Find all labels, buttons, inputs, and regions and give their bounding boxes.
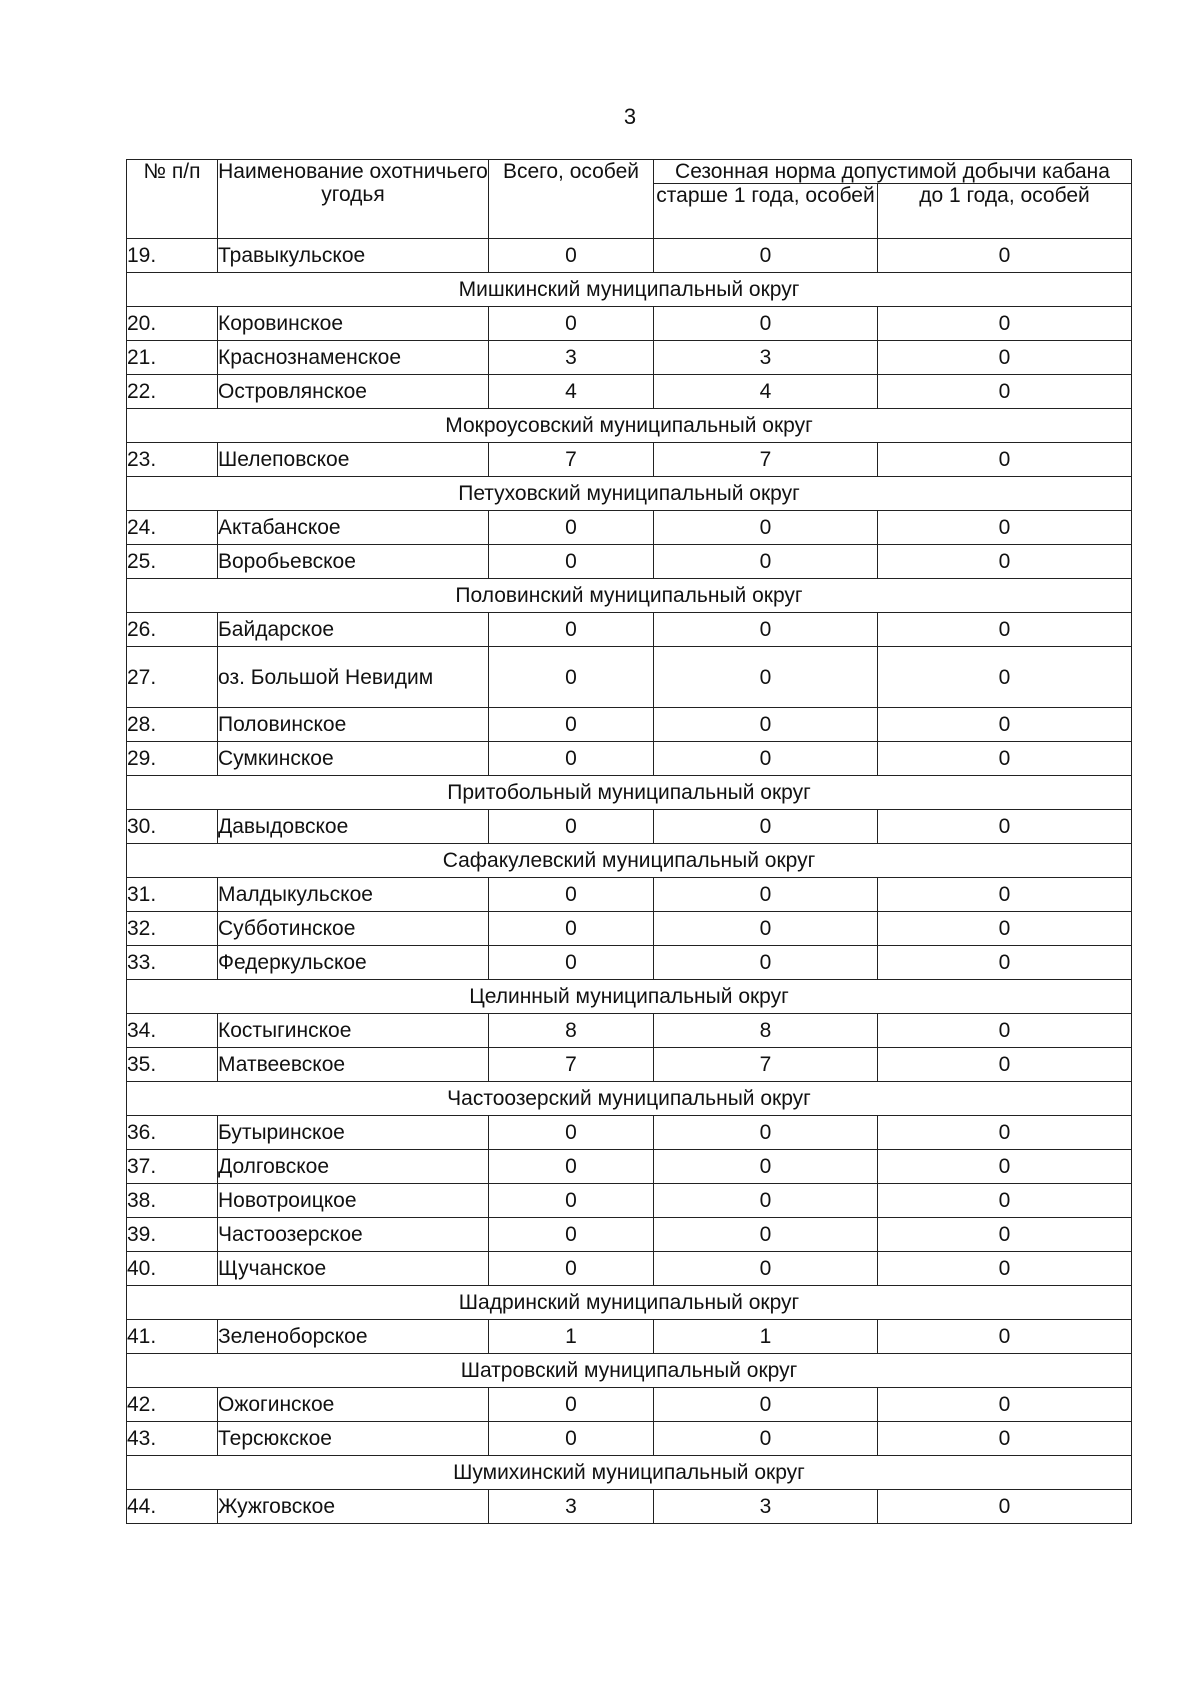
district-label: Притобольный муниципальный округ — [127, 776, 1132, 810]
total-count: 0 — [489, 511, 654, 545]
under-one-year-count: 0 — [878, 1048, 1132, 1082]
total-count: 0 — [489, 239, 654, 273]
hunting-ground-name: Актабанское — [218, 511, 489, 545]
hunting-ground-name: Шелеповское — [218, 443, 489, 477]
district-label: Шатровский муниципальный округ — [127, 1354, 1132, 1388]
hunting-ground-name: Новотроицкое — [218, 1184, 489, 1218]
older-than-one-year-count: 0 — [654, 912, 878, 946]
total-count: 1 — [489, 1320, 654, 1354]
under-one-year-count: 0 — [878, 742, 1132, 776]
row-number: 38. — [127, 1184, 218, 1218]
district-label: Шадринский муниципальный округ — [127, 1286, 1132, 1320]
table-row — [127, 1184, 1132, 1218]
under-one-year-count: 0 — [878, 878, 1132, 912]
hunting-ground-name: Сумкинское — [218, 742, 489, 776]
older-than-one-year-count: 0 — [654, 545, 878, 579]
table-row — [127, 443, 1132, 477]
district-row — [127, 477, 1132, 511]
table-row — [127, 239, 1132, 273]
total-count: 8 — [489, 1014, 654, 1048]
hunting-ground-name: Травыкульское — [218, 239, 489, 273]
table-body — [127, 239, 1132, 1524]
under-one-year-count: 0 — [878, 1388, 1132, 1422]
district-row — [127, 409, 1132, 443]
older-than-one-year-count: 0 — [654, 307, 878, 341]
under-one-year-count: 0 — [878, 946, 1132, 980]
older-than-one-year-count: 0 — [654, 1388, 878, 1422]
district-row — [127, 579, 1132, 613]
under-one-year-count: 0 — [878, 545, 1132, 579]
older-than-one-year-count: 0 — [654, 613, 878, 647]
hunting-ground-name: Воробьевское — [218, 545, 489, 579]
older-than-one-year-count: 0 — [654, 878, 878, 912]
older-than-one-year-count: 0 — [654, 511, 878, 545]
under-one-year-count: 0 — [878, 647, 1132, 708]
row-number: 27. — [127, 647, 218, 708]
district-label: Мишкинский муниципальный округ — [127, 273, 1132, 307]
row-number: 36. — [127, 1116, 218, 1150]
table-row — [127, 912, 1132, 946]
hunting-ground-name: оз. Большой Невидим — [218, 647, 489, 708]
hunting-ground-name: Байдарское — [218, 613, 489, 647]
district-row — [127, 844, 1132, 878]
hunting-ground-name: Частоозерское — [218, 1218, 489, 1252]
row-number: 23. — [127, 443, 218, 477]
older-than-one-year-count: 3 — [654, 341, 878, 375]
row-number: 39. — [127, 1218, 218, 1252]
hunting-quota-table — [126, 159, 1132, 1524]
older-than-one-year-count: 1 — [654, 1320, 878, 1354]
district-row — [127, 1354, 1132, 1388]
header-num: № п/п — [127, 160, 218, 239]
district-label: Частоозерский муниципальный округ — [127, 1082, 1132, 1116]
under-one-year-count: 0 — [878, 1252, 1132, 1286]
total-count: 0 — [489, 1150, 654, 1184]
hunting-ground-name: Костыгинское — [218, 1014, 489, 1048]
row-number: 33. — [127, 946, 218, 980]
header-older: старше 1 года, особей — [654, 184, 878, 239]
district-row — [127, 776, 1132, 810]
table-row — [127, 810, 1132, 844]
district-label: Целинный муниципальный округ — [127, 980, 1132, 1014]
hunting-ground-name: Половинское — [218, 708, 489, 742]
hunting-ground-name: Зеленоборское — [218, 1320, 489, 1354]
older-than-one-year-count: 0 — [654, 1422, 878, 1456]
older-than-one-year-count: 0 — [654, 1150, 878, 1184]
header-total: Всего, особей — [489, 160, 654, 239]
table-row — [127, 307, 1132, 341]
table-row — [127, 1150, 1132, 1184]
row-number: 35. — [127, 1048, 218, 1082]
under-one-year-count: 0 — [878, 1218, 1132, 1252]
district-row — [127, 1456, 1132, 1490]
table-row — [127, 511, 1132, 545]
total-count: 7 — [489, 1048, 654, 1082]
total-count: 0 — [489, 742, 654, 776]
total-count: 0 — [489, 878, 654, 912]
under-one-year-count: 0 — [878, 1150, 1132, 1184]
district-row — [127, 273, 1132, 307]
hunting-ground-name: Малдыкульское — [218, 878, 489, 912]
older-than-one-year-count: 0 — [654, 1252, 878, 1286]
total-count: 0 — [489, 1388, 654, 1422]
under-one-year-count: 0 — [878, 708, 1132, 742]
older-than-one-year-count: 3 — [654, 1490, 878, 1524]
under-one-year-count: 0 — [878, 1422, 1132, 1456]
under-one-year-count: 0 — [878, 375, 1132, 409]
header-younger: до 1 года, особей — [878, 184, 1132, 239]
hunting-ground-name: Давыдовское — [218, 810, 489, 844]
table-row — [127, 1014, 1132, 1048]
hunting-ground-name: Субботинское — [218, 912, 489, 946]
total-count: 0 — [489, 1218, 654, 1252]
row-number: 19. — [127, 239, 218, 273]
hunting-ground-name: Краснознаменское — [218, 341, 489, 375]
under-one-year-count: 0 — [878, 810, 1132, 844]
under-one-year-count: 0 — [878, 1320, 1132, 1354]
district-label: Шумихинский муниципальный округ — [127, 1456, 1132, 1490]
row-number: 42. — [127, 1388, 218, 1422]
table-row — [127, 1320, 1132, 1354]
under-one-year-count: 0 — [878, 511, 1132, 545]
table-row — [127, 1490, 1132, 1524]
district-label: Половинский муниципальный округ — [127, 579, 1132, 613]
older-than-one-year-count: 8 — [654, 1014, 878, 1048]
older-than-one-year-count: 0 — [654, 1184, 878, 1218]
row-number: 22. — [127, 375, 218, 409]
hunting-ground-name: Ожогинское — [218, 1388, 489, 1422]
under-one-year-count: 0 — [878, 239, 1132, 273]
row-number: 43. — [127, 1422, 218, 1456]
total-count: 0 — [489, 307, 654, 341]
row-number: 28. — [127, 708, 218, 742]
hunting-ground-name: Долговское — [218, 1150, 489, 1184]
older-than-one-year-count: 0 — [654, 742, 878, 776]
row-number: 44. — [127, 1490, 218, 1524]
under-one-year-count: 0 — [878, 1184, 1132, 1218]
table-row — [127, 946, 1132, 980]
total-count: 0 — [489, 1422, 654, 1456]
total-count: 0 — [489, 946, 654, 980]
district-row — [127, 1082, 1132, 1116]
table-row — [127, 742, 1132, 776]
under-one-year-count: 0 — [878, 613, 1132, 647]
table-row — [127, 1116, 1132, 1150]
table-row — [127, 1388, 1132, 1422]
row-number: 26. — [127, 613, 218, 647]
district-row — [127, 1286, 1132, 1320]
table-row — [127, 613, 1132, 647]
district-row — [127, 980, 1132, 1014]
row-number: 40. — [127, 1252, 218, 1286]
hunting-ground-name: Матвеевское — [218, 1048, 489, 1082]
table-row — [127, 375, 1132, 409]
older-than-one-year-count: 0 — [654, 647, 878, 708]
older-than-one-year-count: 7 — [654, 1048, 878, 1082]
row-number: 24. — [127, 511, 218, 545]
hunting-ground-name: Щучанское — [218, 1252, 489, 1286]
row-number: 31. — [127, 878, 218, 912]
total-count: 0 — [489, 1252, 654, 1286]
district-label: Мокроусовский муниципальный округ — [127, 409, 1132, 443]
hunting-ground-name: Жужговское — [218, 1490, 489, 1524]
older-than-one-year-count: 0 — [654, 946, 878, 980]
total-count: 0 — [489, 1184, 654, 1218]
table-row — [127, 1048, 1132, 1082]
total-count: 0 — [489, 647, 654, 708]
total-count: 4 — [489, 375, 654, 409]
older-than-one-year-count: 4 — [654, 375, 878, 409]
table-row — [127, 708, 1132, 742]
hunting-ground-name: Терсюкское — [218, 1422, 489, 1456]
hunting-ground-name: Коровинское — [218, 307, 489, 341]
row-number: 41. — [127, 1320, 218, 1354]
total-count: 3 — [489, 1490, 654, 1524]
under-one-year-count: 0 — [878, 912, 1132, 946]
hunting-ground-name: Федеркульское — [218, 946, 489, 980]
row-number: 20. — [127, 307, 218, 341]
older-than-one-year-count: 7 — [654, 443, 878, 477]
table-row — [127, 545, 1132, 579]
header-season-norm: Сезонная норма допустимой добычи кабана — [654, 160, 1132, 184]
older-than-one-year-count: 0 — [654, 1218, 878, 1252]
under-one-year-count: 0 — [878, 307, 1132, 341]
table-row — [127, 1252, 1132, 1286]
row-number: 34. — [127, 1014, 218, 1048]
row-number: 32. — [127, 912, 218, 946]
older-than-one-year-count: 0 — [654, 239, 878, 273]
district-label: Петуховский муниципальный округ — [127, 477, 1132, 511]
older-than-one-year-count: 0 — [654, 708, 878, 742]
row-number: 37. — [127, 1150, 218, 1184]
under-one-year-count: 0 — [878, 1014, 1132, 1048]
older-than-one-year-count: 0 — [654, 810, 878, 844]
older-than-one-year-count: 0 — [654, 1116, 878, 1150]
total-count: 0 — [489, 545, 654, 579]
header-name: Наименование охотничьего угодья — [218, 160, 489, 239]
table-row — [127, 878, 1132, 912]
hunting-ground-name: Бутыринское — [218, 1116, 489, 1150]
row-number: 29. — [127, 742, 218, 776]
hunting-ground-name: Островлянское — [218, 375, 489, 409]
total-count: 3 — [489, 341, 654, 375]
table-row — [127, 1218, 1132, 1252]
under-one-year-count: 0 — [878, 341, 1132, 375]
total-count: 0 — [489, 912, 654, 946]
total-count: 0 — [489, 1116, 654, 1150]
under-one-year-count: 0 — [878, 1490, 1132, 1524]
total-count: 0 — [489, 810, 654, 844]
under-one-year-count: 0 — [878, 443, 1132, 477]
page-number: 3 — [623, 104, 637, 129]
row-number: 21. — [127, 341, 218, 375]
row-number: 25. — [127, 545, 218, 579]
total-count: 0 — [489, 708, 654, 742]
table-row — [127, 341, 1132, 375]
district-label: Сафакулевский муниципальный округ — [127, 844, 1132, 878]
table-header — [127, 160, 1132, 239]
row-number: 30. — [127, 810, 218, 844]
table-row — [127, 647, 1132, 708]
total-count: 0 — [489, 613, 654, 647]
total-count: 7 — [489, 443, 654, 477]
under-one-year-count: 0 — [878, 1116, 1132, 1150]
table-row — [127, 1422, 1132, 1456]
